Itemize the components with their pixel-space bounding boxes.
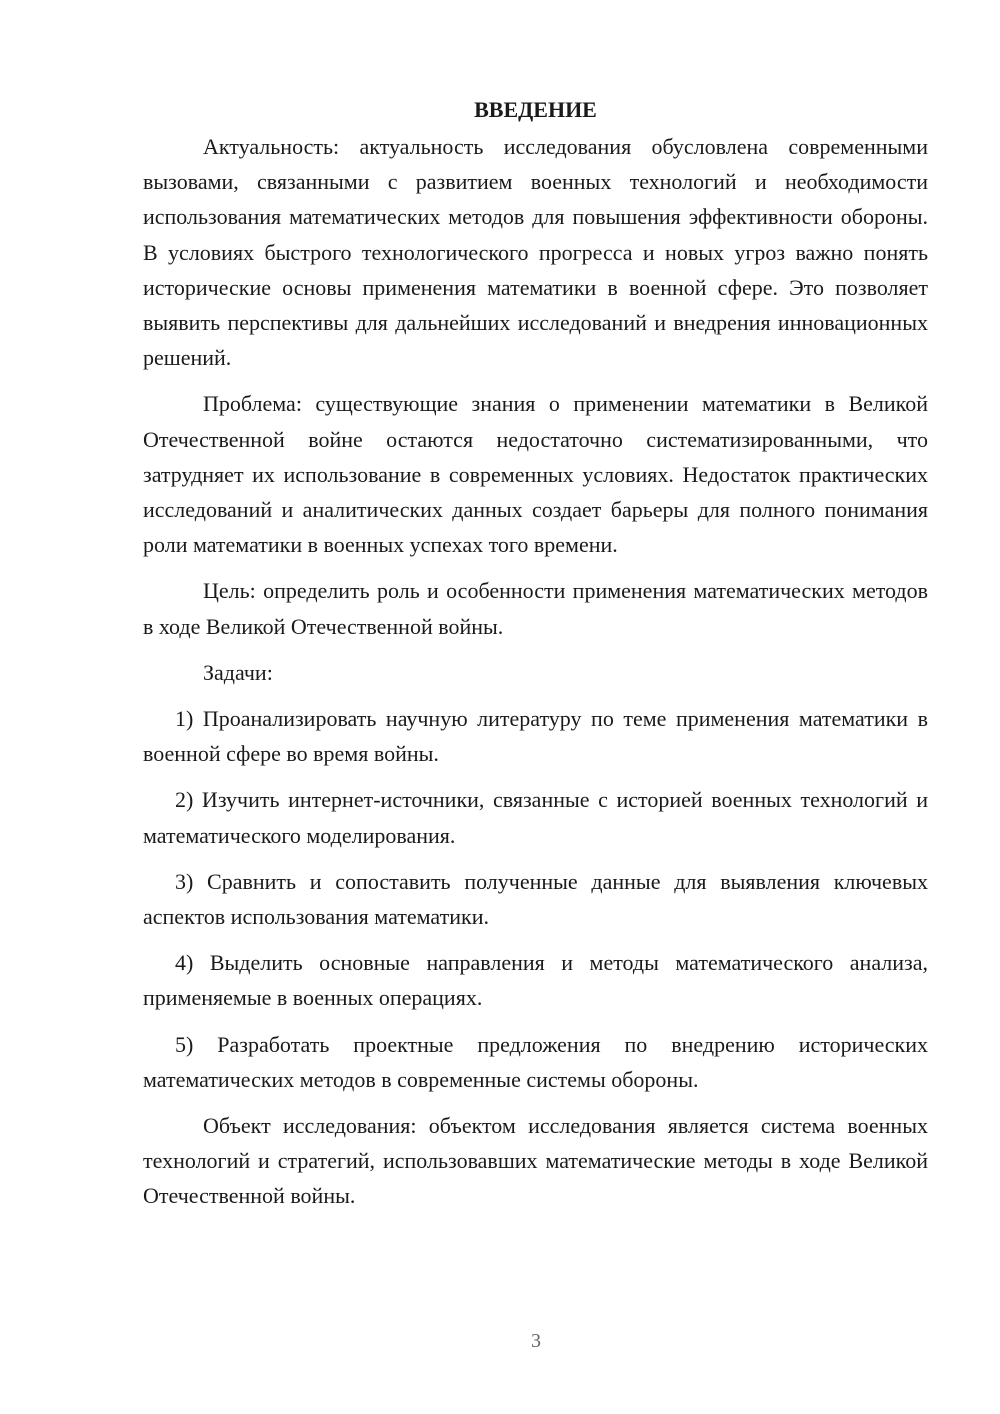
paragraph-goal: Цель: определить роль и особенности применения математических методов в ходе Великой Отечественной войны. — [143, 578, 928, 639]
task-item-5: 5) Разработать проектные предложения по внедрению исторических математических методов в современные системы обороны. — [143, 1031, 928, 1092]
paragraph-tasks-heading: Задачи: — [203, 659, 273, 685]
paragraph-problem: Проблема: существующие знания о применении математики в Великой Отечественной войне остаются недостаточно систематизированными, что затрудняет их использование в современных условиях. Недостаток практических исследований и аналитических данных создает барьеры для полного понимания роли математики в военных успехах того времени. — [143, 391, 928, 558]
paragraph-object: Объект исследования: объектом исследования является система военных технологий и стратегий, использовавших математические методы в ходе Великой Отечественной войны. — [143, 1113, 928, 1209]
page-number: 3 — [531, 1330, 541, 1352]
task-item-3: 3) Сравнить и сопоставить полученные данные для выявления ключевых аспектов использования математики. — [143, 868, 928, 930]
task-item-1: 1) Проанализировать научную литературу по теме применения математики в военной сфере во время войны. — [143, 706, 928, 767]
task-item-2: 2) Изучить интернет-источники, связанные с историей военных технологий и математического моделирования. — [143, 787, 928, 848]
paragraph-relevance: Актуальность: актуальность исследования обусловлена современными вызовами, связанными с развитием военных технологий и необходимости использования математических методов для повышения эффективности обороны. В условиях быстрого технологического прогресса и новых угроз важно понять исторические основы применения математики в военной сфере. Это позволяет выявить перспективы для дальнейших исследований и внедрения инновационных решений. — [143, 134, 928, 371]
section-heading: ВВЕДЕНИЕ — [474, 97, 597, 122]
page-content — [143, 92, 928, 1214]
task-item-4: 4) Выделить основные направления и методы математического анализа, применяемые в военных операциях. — [143, 950, 928, 1011]
